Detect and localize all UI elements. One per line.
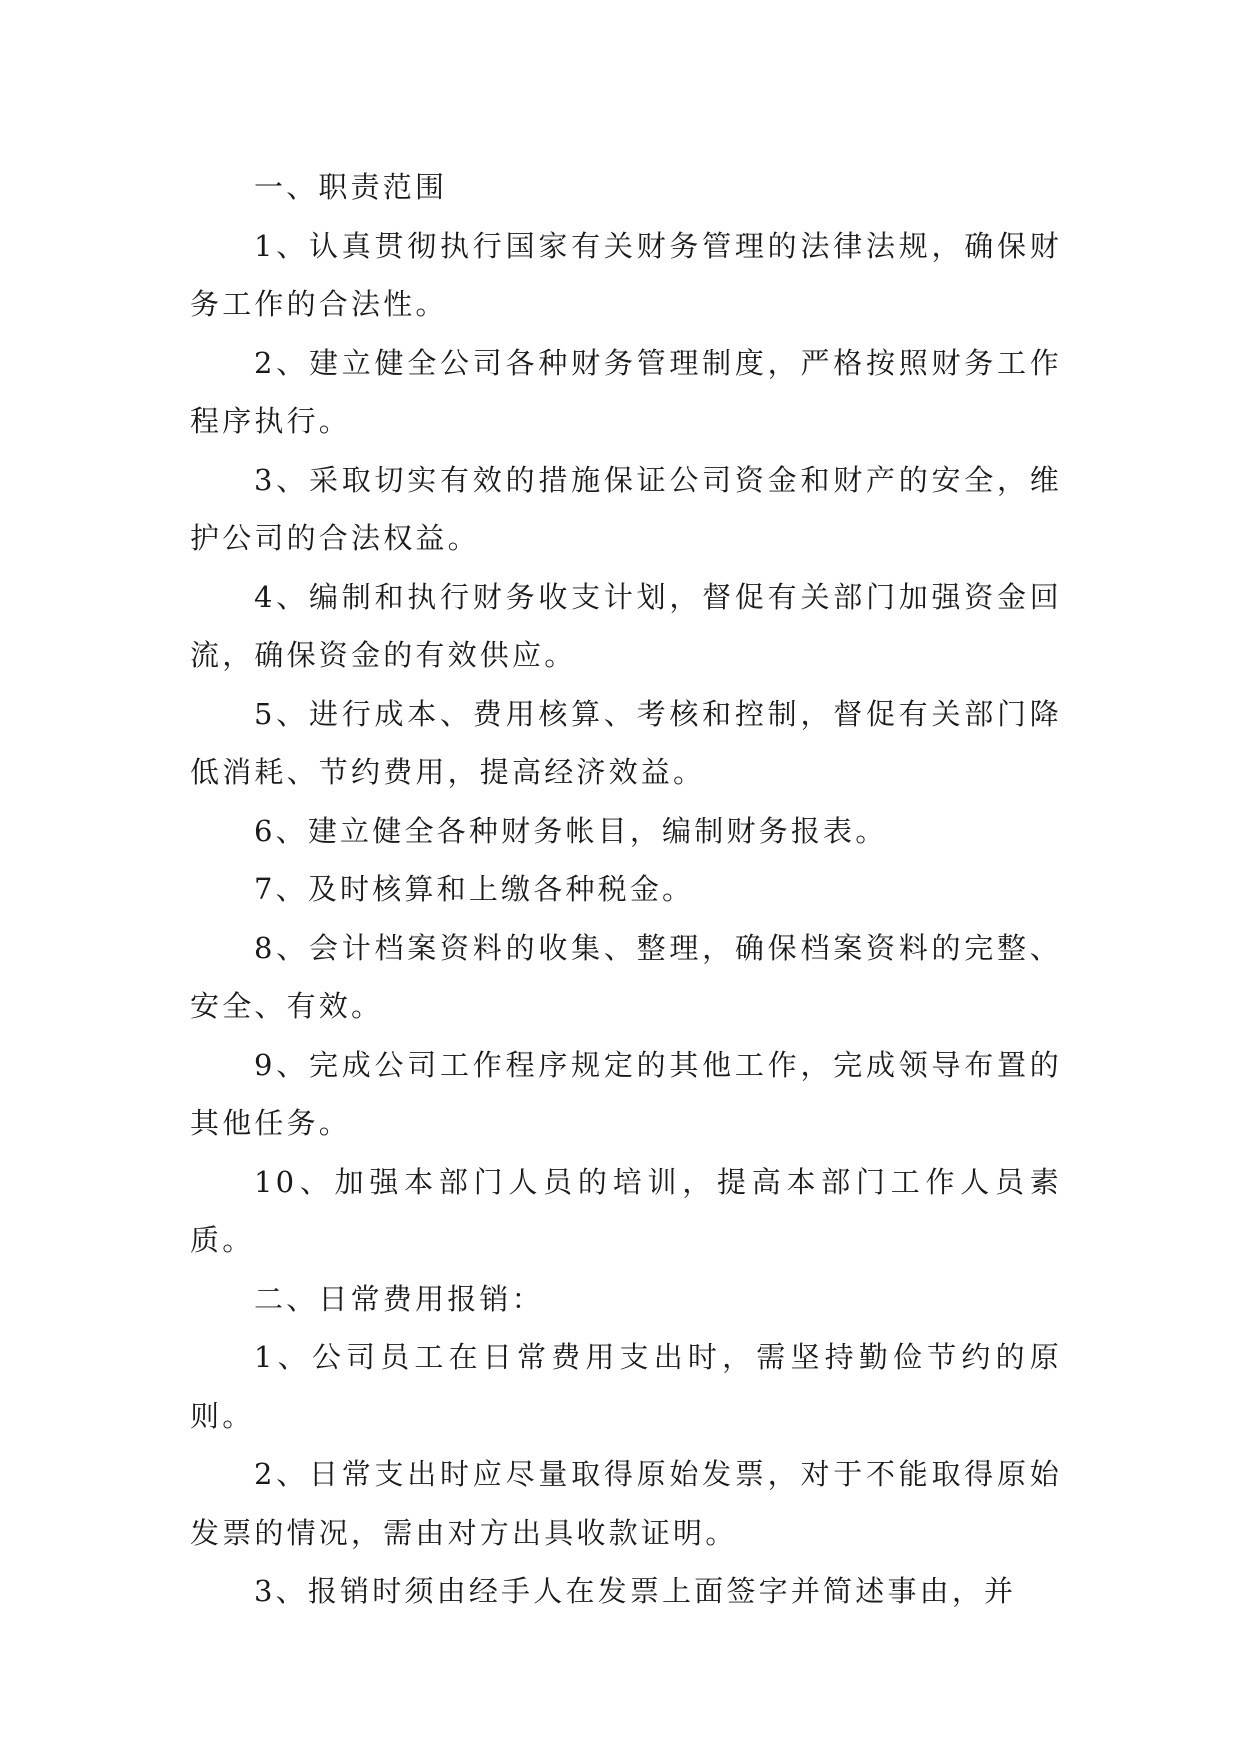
paragraph: 2、建立健全公司各种财务管理制度，严格按照财务工作程序执行。 [190, 345, 1062, 438]
paragraph: 2、日常支出时应尽量取得原始发票，对于不能取得原始发票的情况，需由对方出具收款证明。 [190, 1457, 1062, 1550]
section-heading-duties: 一、职责范围 [254, 170, 448, 204]
paragraph: 4、编制和执行财务收支计划，督促有关部门加强资金回流，确保资金的有效供应。 [190, 579, 1062, 672]
section-heading-expenses: 二、日常费用报销： [254, 1281, 544, 1316]
paragraph: 1、认真贯彻执行国家有关财务管理的法律法规，确保财务工作的合法性。 [190, 228, 1062, 321]
paragraph: 3、报销时须由经手人在发票上面签字并简述事由，并 [254, 1574, 1017, 1608]
paragraph: 6、建立健全各种财务帐目，编制财务报表。 [254, 813, 888, 848]
paragraph: 9、完成公司工作程序规定的其他工作，完成领导布置的其他任务。 [190, 1047, 1062, 1140]
document-body [190, 158, 1062, 1621]
paragraph: 7、及时核算和上缴各种税金。 [254, 872, 695, 906]
paragraph: 10、加强本部门人员的培训，提高本部门工作人员素质。 [190, 1164, 1062, 1257]
paragraph: 5、进行成本、费用核算、考核和控制，督促有关部门降低消耗、节约费用，提高经济效益。 [190, 696, 1062, 789]
paragraph: 8、会计档案资料的收集、整理，确保档案资料的完整、安全、有效。 [190, 930, 1062, 1023]
paragraph: 3、采取切实有效的措施保证公司资金和财产的安全，维护公司的合法权益。 [190, 462, 1062, 555]
paragraph: 1、公司员工在日常费用支出时，需坚持勤俭节约的原则。 [190, 1340, 1062, 1433]
